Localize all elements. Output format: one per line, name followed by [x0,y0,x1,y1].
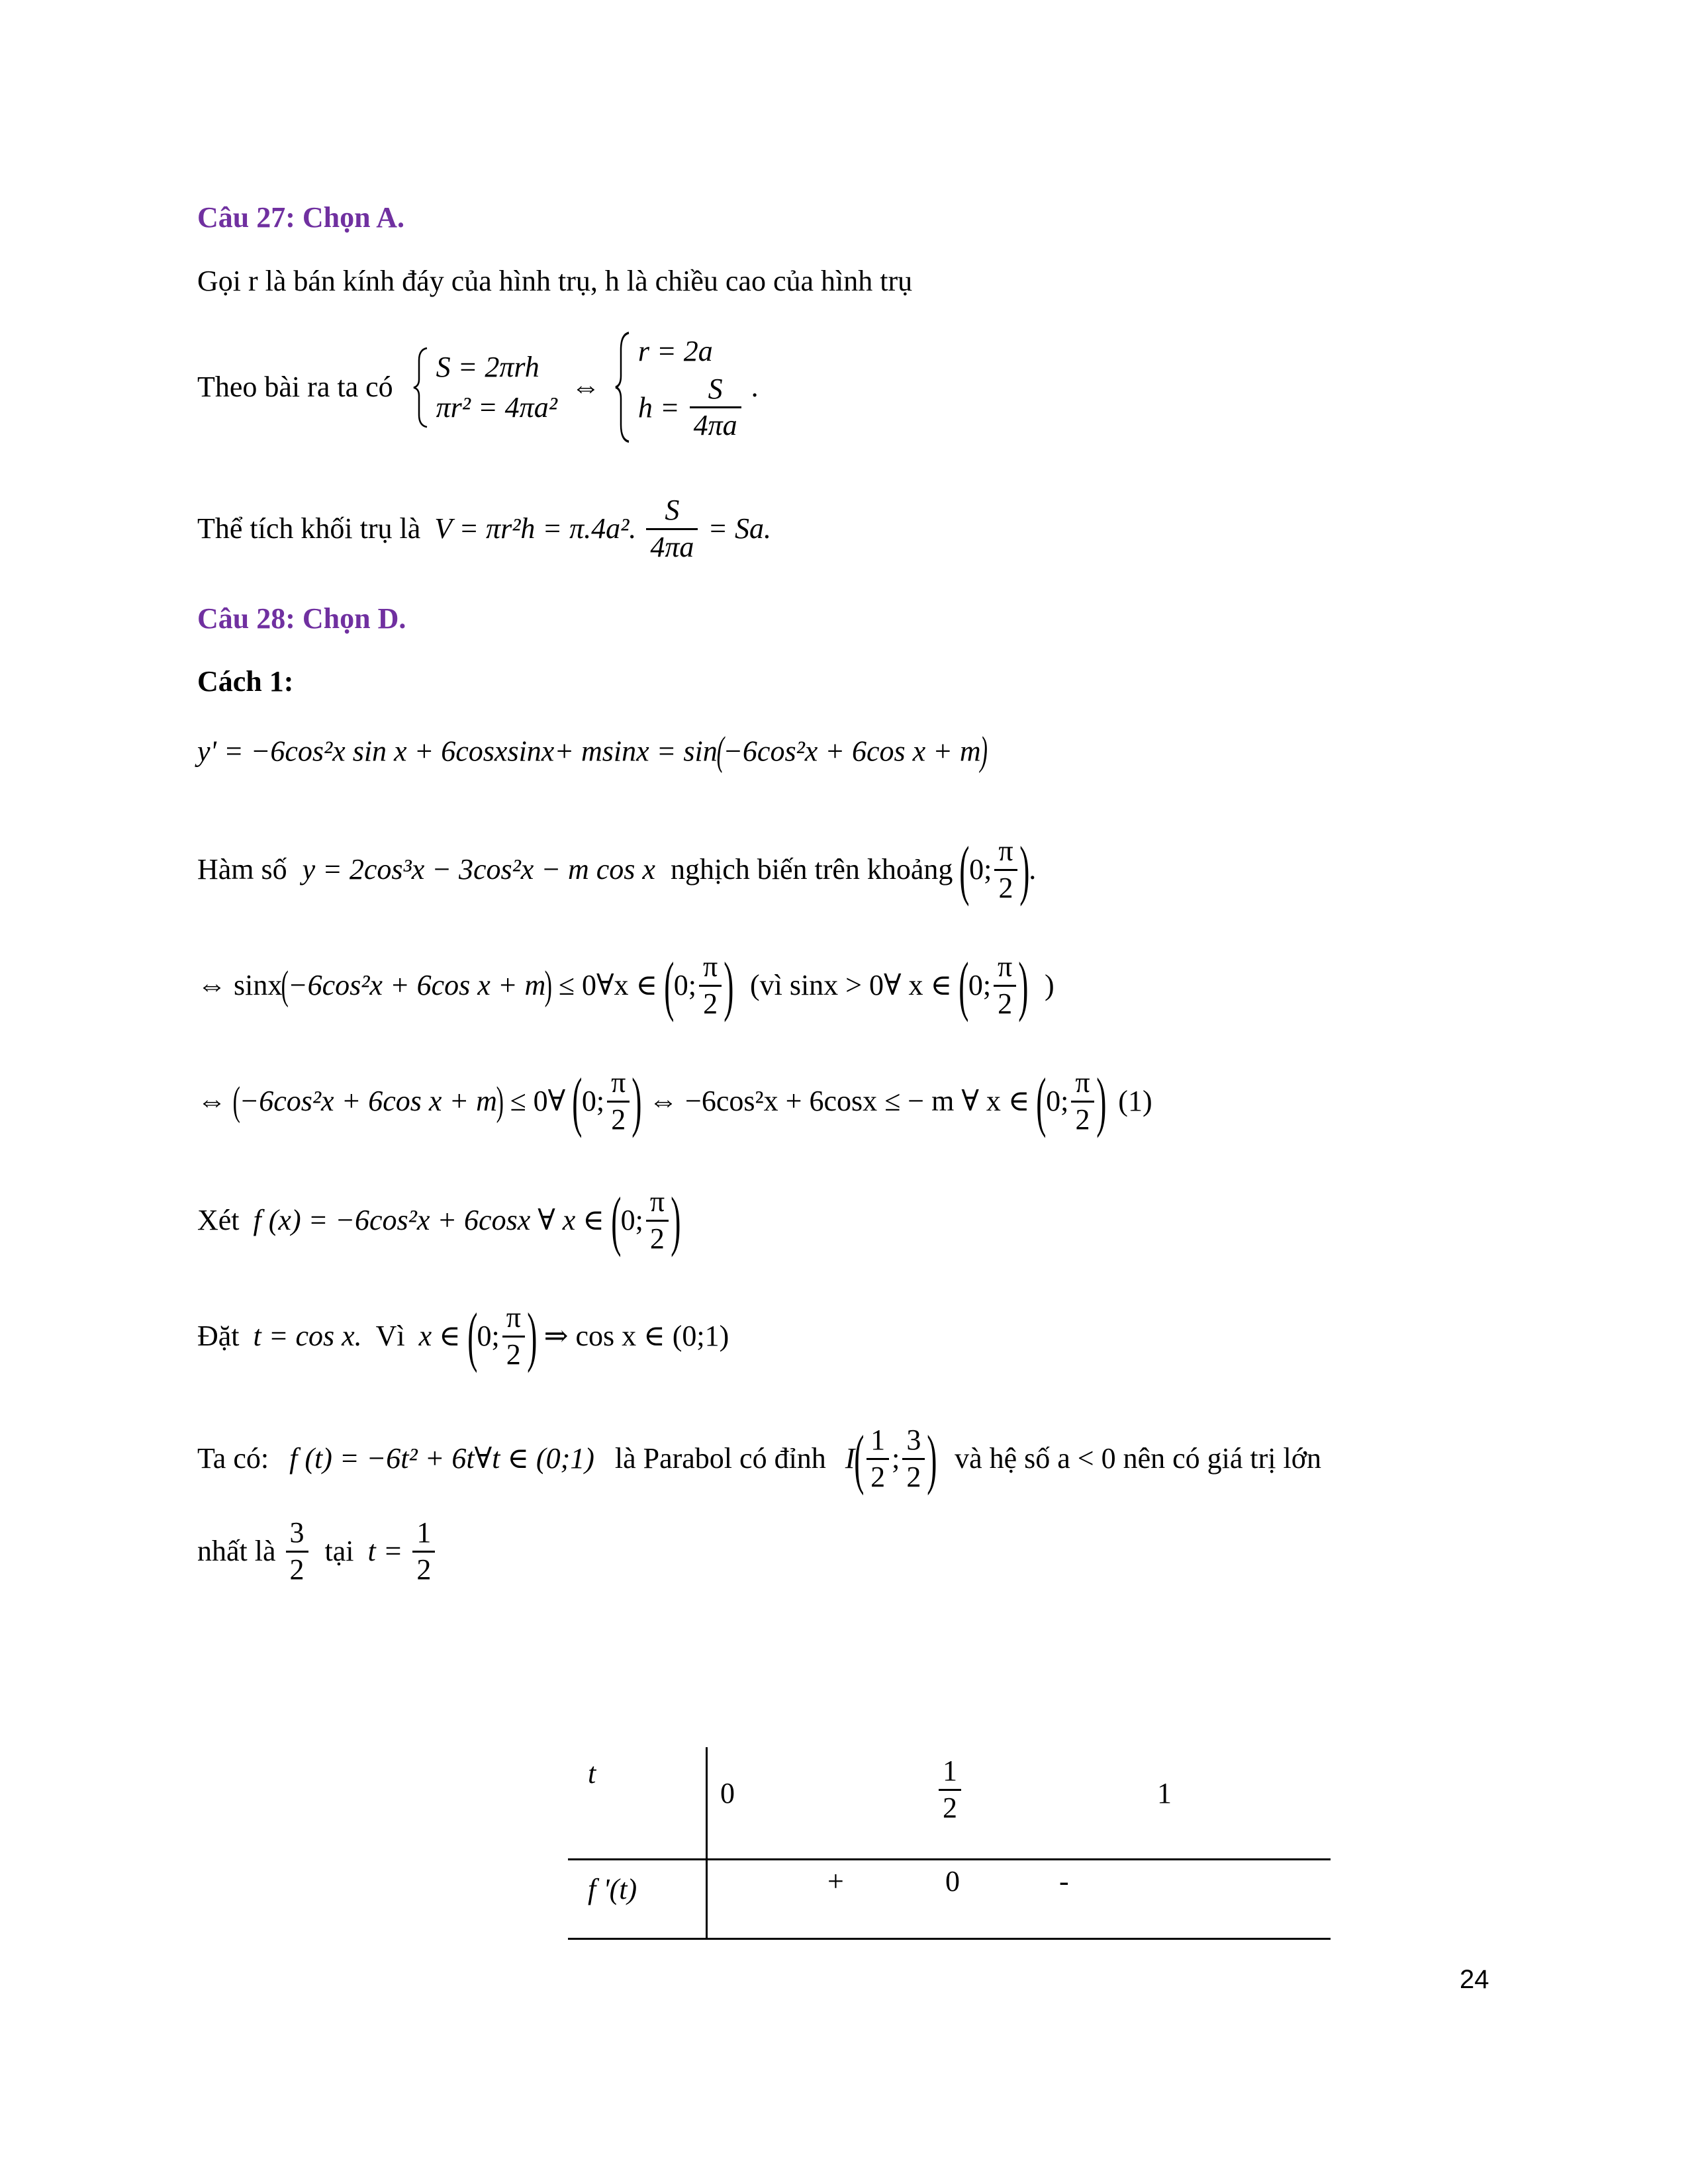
q27-vol-prefix: Thể tích khối trụ là [197,512,421,545]
two-denominator: 2 [906,1460,921,1493]
q27-system-line [197,331,759,443]
two-denominator: 2 [416,1553,432,1586]
table-middle-line [568,1858,1331,1860]
two-denominator: 2 [998,871,1013,904]
q28-nhat-line [197,1516,438,1588]
table-row2-minus: - [1059,1865,1069,1897]
q27-volume-line [197,493,771,565]
q28-line-b-inner: −6cos²x + 6cos x + m [239,1085,497,1117]
q28-taco-tail: và hệ số a < 0 nên có giá trị lớn [955,1442,1322,1475]
page-number: 24 [1460,1965,1489,1994]
pi-numerator: π [994,950,1016,987]
three-numerator: 3 [902,1423,925,1460]
q27-title: Câu 27: Chọn A. [197,201,404,234]
left-brace-icon [412,347,430,428]
q28-line-a: ⇔ sinx(−6cos²x + 6cos x + m) ≤ 0∀x ∈ (0; $\frac{\pi}{2}$ ) (vì sinx > 0∀ x ∈ (0; $\frac{\pi}{2}$ ) ) [197,948,1055,1023]
q28-xet-prefix: Xét [197,1204,240,1236]
table-bottom-line [568,1938,1331,1940]
table-row2-zero: 0 [945,1865,960,1897]
table-row1-value-0: 0 [720,1777,735,1809]
pi-numerator: π [646,1185,669,1222]
q28-nhat-mid: tại [324,1535,354,1567]
two-denominator: 2 [611,1103,626,1136]
q28-line-b-tag: (1) [1118,1085,1152,1117]
q28-taco-line: Ta có: f (t) = −6t² + 6t∀t ∈ (0;1) là Parabol có đỉnh I( $\frac{1}{2}$ ; $\frac{3}{2}$ ) và hệ số a < 0 nên có giá trị lớn [197,1421,1322,1496]
q28-interval-b: 0; [673,969,697,1001]
q28-taco-expr: f (t) = −6t² + 6t∀t ∈ (0;1) [289,1442,594,1475]
q27-period: . [751,370,759,403]
one-numerator: 1 [412,1516,435,1553]
two-denominator: 2 [870,1460,886,1493]
q28-interval-f: 0; [620,1204,643,1236]
table-row2-plus: + [827,1865,844,1897]
q28-xet-expr: f (x) = −6cos²x + 6cosx ∀ x ∈ [253,1204,604,1236]
q28-line-b-mid: ≤ 0∀ [510,1085,566,1117]
q27-sys2-row1: r = 2a [637,335,713,367]
one-numerator: 1 [867,1423,889,1460]
q28-line-a-vi: (vì sinx > 0∀ x ∈ [749,969,953,1001]
q28-xet-line: Xét f (x) = −6cos²x + 6cosx ∀ x ∈ (0; $\frac{\pi}{2}$ ) [197,1183,681,1257]
q28-dat-prefix: Đặt [197,1320,240,1352]
table-mid-num: 1 [939,1754,961,1791]
q27-sys2-den: 4πa [693,409,737,442]
q28-hamso-expr: y = 2cos³x − 3cos²x − m cos x [302,853,655,886]
q27-theo-prefix: Theo bài ra ta có [197,370,393,403]
two-denominator: 2 [703,987,718,1020]
q28-line-a-mid: ≤ 0∀x ∈ [558,969,658,1001]
q28-interval-g: 0; [477,1320,500,1352]
q28-nhat-t: t = [367,1535,403,1567]
equiv-symbol: ⇔ [197,1085,226,1117]
table-mid-den: 2 [943,1791,957,1824]
table-row1-value-mid [939,1754,961,1826]
three-numerator: 3 [286,1516,308,1553]
q28-nhat-prefix: nhất là [197,1535,276,1567]
q28-interval-d: 0; [581,1085,605,1117]
q28-line-a-close: ) [1044,969,1055,1001]
q28-hamso-prefix: Hàm số [197,853,287,886]
left-brace-icon [614,331,632,443]
table-vertical-line [706,1747,708,1939]
q27-sys2-h: h = [637,391,680,424]
q27-vol-num: S [646,493,698,530]
q28-deriv-expr: y' = −6cos²x sin x + 6cosxsinx+ msinx = sin [197,735,718,768]
q27-vol-den: 4πa [650,530,694,563]
q27-sys2-num: S [690,372,741,409]
q28-taco-prefix: Ta có: [197,1442,269,1475]
pi-numerator: π [607,1066,630,1103]
q28-line-b-mid2: ⇔ −6cos²x + 6cosx ≤ − m ∀ x ∈ [649,1085,1030,1117]
q28-interval-a: 0; [969,853,992,886]
q28-dat-x: x ∈ [418,1320,461,1352]
q28-title: Câu 28: Chọn D. [197,602,406,635]
table-row1-label: t [588,1757,596,1790]
pi-numerator: π [699,950,722,987]
q28-interval-c: 0; [968,969,992,1001]
q27-vol-tail: = Sa. [708,512,772,545]
pi-numerator: π [1071,1066,1094,1103]
q28-line-b: ⇔ (−6cos²x + 6cos x + m) ≤ 0∀ (0; $\frac{\pi}{2}$ ) ⇔ −6cos²x + 6cosx ≤ − m ∀ x ∈ (0; $\frac{\pi}{2}$ ) (1) [197,1064,1152,1138]
q27-vol-fraction [646,493,698,565]
q28-derivative: y' = −6cos²x sin x + 6cosxsinx+ msinx = sin(−6cos²x + 6cos x + m) [197,729,988,774]
q28-dat-vi: Vì [375,1320,405,1352]
q27-vol-expr: V = πr²h = π.4a². [434,512,637,545]
q27-sys2-row2 [638,372,744,444]
q28-deriv-inner: −6cos²x + 6cos x + m [723,735,981,768]
q28-taco-I: I [845,1442,855,1475]
two-denominator: 2 [506,1338,521,1371]
q27-equiv: ⇔ [571,370,600,403]
q27-sys2-fraction [690,372,741,444]
two-denominator: 2 [289,1553,305,1586]
q27-sys1-row1: S = 2πrh [436,350,539,383]
table-row2-label: f '(t) [588,1873,637,1905]
two-denominator: 2 [649,1222,665,1255]
table-row1-value-1: 1 [1157,1777,1172,1809]
q27-system-1 [412,347,557,428]
q28-cach: Cách 1: [197,665,294,698]
q27-system-2 [614,331,744,443]
q28-hamso-line: Hàm số y = 2cos³x − 3cos²x − m cos x nghịch biến trên khoảng (0; $\frac{\pi}{2}$ ). [197,832,1037,907]
pi-numerator: π [502,1300,525,1338]
q28-line-a-prefix: ⇔ sinx [197,969,283,1001]
q28-dat-impl: ⇒ cos x ∈ (0;1) [543,1320,729,1352]
q28-interval-e: 0; [1046,1085,1069,1117]
pi-numerator: π [994,834,1017,871]
q28-taco-mid: là Parabol có đỉnh [614,1442,826,1475]
two-denominator: 2 [1075,1103,1090,1136]
two-denominator: 2 [998,987,1013,1020]
q28-dat-expr: t = cos x. [253,1320,362,1352]
q27-sys1-row2: πr² = 4πa² [436,391,557,424]
q28-hamso-mid: nghịch biến trên khoảng [670,853,953,886]
q28-dat-line: Đặt t = cos x. Vì x ∈ (0; $\frac{\pi}{2}$ ) ⇒ cos x ∈ (0;1) [197,1298,729,1373]
q27-line1: Gọi r là bán kính đáy của hình trụ, h là chiều cao của hình trụ [197,265,913,297]
q28-line-a-inner: −6cos²x + 6cos x + m [287,969,546,1001]
